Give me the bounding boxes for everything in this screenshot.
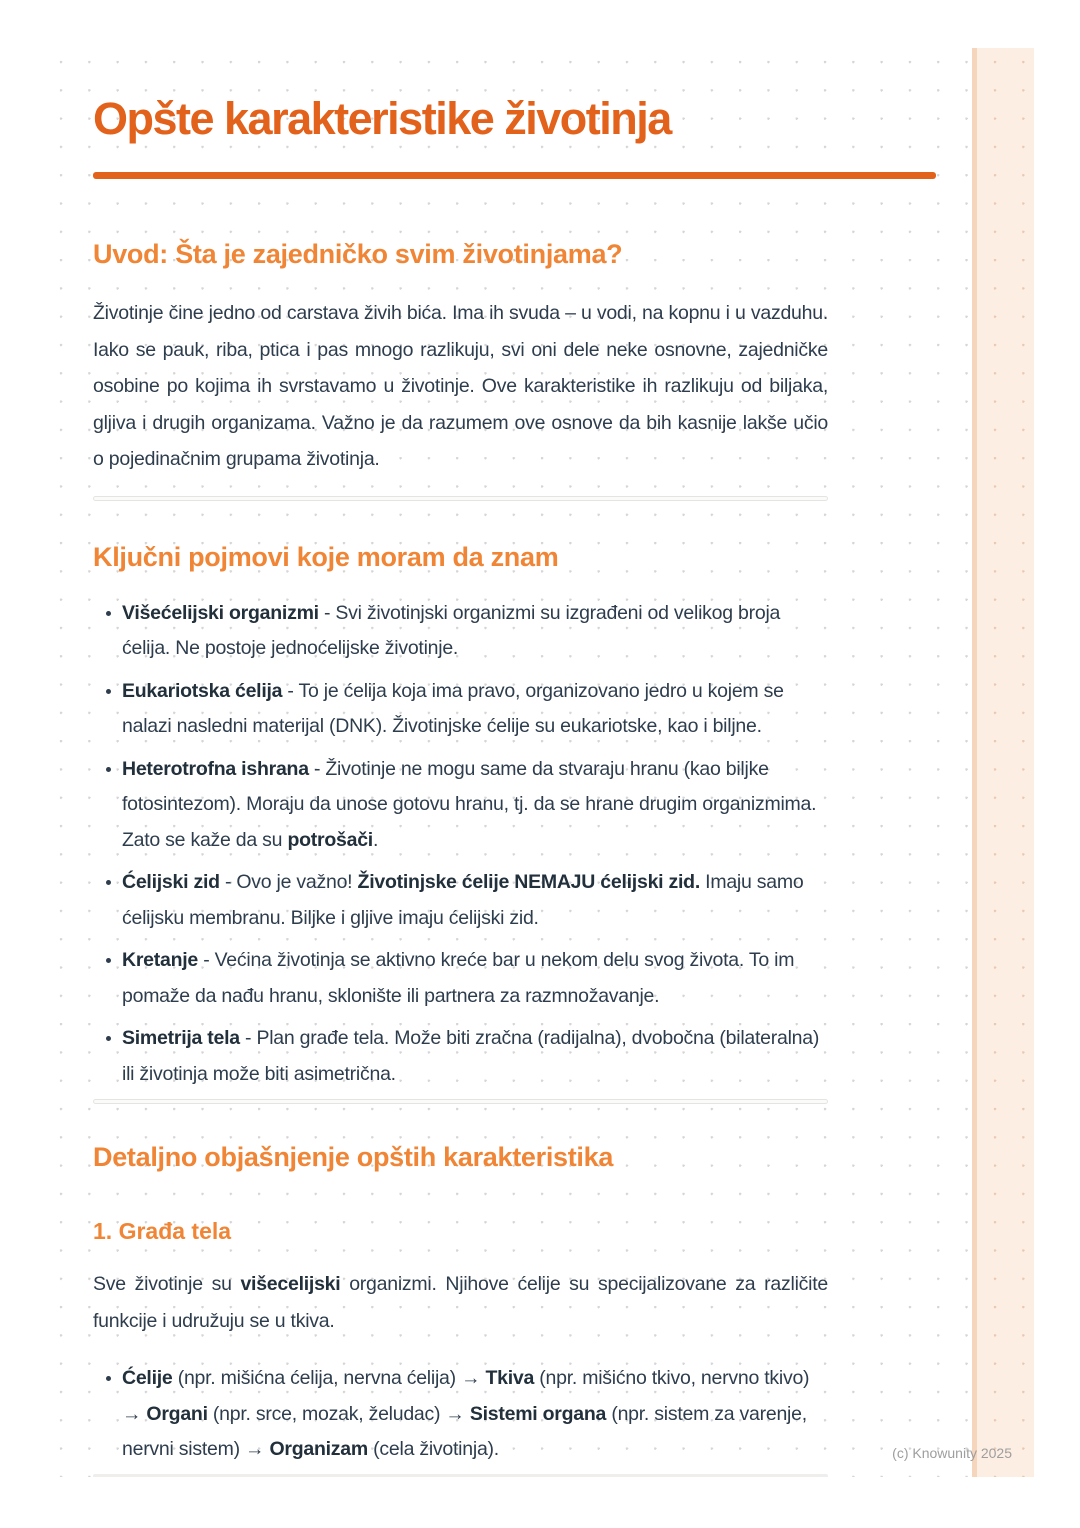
list-item bbox=[93, 1361, 828, 1468]
list-item bbox=[93, 865, 828, 936]
section-divider bbox=[93, 496, 828, 501]
list-item bbox=[93, 1021, 828, 1092]
section-heading-key-terms: Ključni pojmovi koje moram da znam bbox=[93, 541, 559, 572]
body-structure-paragraph: Sve životinje su višecelijski organizmi. Njihove ćelije su specijalizovane za različite funkcije i udružuju se u tkiva. bbox=[93, 1273, 828, 1332]
key-terms-list bbox=[93, 596, 828, 1093]
list-item-text: Ćelije (npr. mišićna ćelija, nervna ćelija) → Tkiva (npr. mišićno tkivo, nervno tkivo) → Organi (npr. srce, mozak, želudac) → Sistemi organa (npr. sistem za varenje, nervni sistem) → Organizam (cela životinja). bbox=[122, 1367, 810, 1460]
list-item-text: Kretanje - Većina životinja se aktivno kreće bar u nekom delu svog života. To im pomaže da nađu hranu, sklonište ili partnera za razmnožavanje. bbox=[122, 949, 795, 1007]
section-heading-intro: Uvod: Šta je zajedničko svim životinjama? bbox=[93, 239, 623, 269]
list-item-text: Višećelijski organizmi - Svi životinjski organizmi su izgrađeni od velikog broja ćelija. Ne postoje jednoćelijske životinje. bbox=[122, 601, 781, 659]
section-divider bbox=[93, 1099, 828, 1104]
list-item-text: Eukariotska ćelija - To je ćelija koja ima pravo, organizovano jedro u kojem se nalazi nasledni materijal (DNK). Životinjske ćelije su eukariotske, kao i biljne. bbox=[122, 679, 784, 737]
page-bottom-divider bbox=[93, 1474, 828, 1477]
list-item bbox=[93, 943, 828, 1014]
list-item-text: Ćelijski zid - Ovo je važno! Životinjske ćelije NEMAJU ćelijski zid. Imaju samo ćelijsku membranu. Biljke i gljive imaju ćelijski zid. bbox=[122, 871, 804, 929]
section-heading-details: Detaljno objašnjenje opštih karakteristika bbox=[93, 1142, 614, 1172]
page-title: Opšte karakteristike životinja bbox=[93, 93, 671, 144]
decor-stripe bbox=[972, 48, 1034, 1477]
copyright-watermark: (c) Knowunity 2025 bbox=[892, 1445, 1012, 1461]
notes-page bbox=[48, 48, 1034, 1477]
title-underline bbox=[93, 172, 936, 179]
list-item bbox=[93, 596, 828, 667]
list-item-text: Simetrija tela - Plan građe tela. Može biti zračna (radijalna), dvobočna (bilateralna) ili životinja može biti asimetrična. bbox=[122, 1027, 820, 1085]
list-item bbox=[93, 752, 828, 859]
list-item-text: Heterotrofna ishrana - Životinje ne mogu same da stvaraju hranu (kao biljke fotosintezom). Moraju da unose gotovu hranu, tj. da se hrane drugim organizmima. Zato se kaže da su potrošači. bbox=[122, 757, 817, 851]
page-content bbox=[93, 48, 828, 1468]
subsection-heading-body-structure: 1. Građa tela bbox=[93, 1218, 232, 1244]
intro-paragraph: Životinje čine jedno od carstava živih bića. Ima ih svuda – u vodi, na kopnu i u vazduhu. Iako se pauk, riba, ptica i pas mnogo razlikuju, svi oni dele neke osnovne, zajedničke osobine po kojima ih svrstavamo u životinje. Ove karakteristike ih razlikuju od biljaka, gljiva i drugih organizama. Važno je da razumem ove osnove da bih kasnije lakše učio o pojedinačnim grupama životinja. bbox=[93, 302, 828, 470]
list-item bbox=[93, 674, 828, 745]
body-structure-list bbox=[93, 1361, 828, 1468]
